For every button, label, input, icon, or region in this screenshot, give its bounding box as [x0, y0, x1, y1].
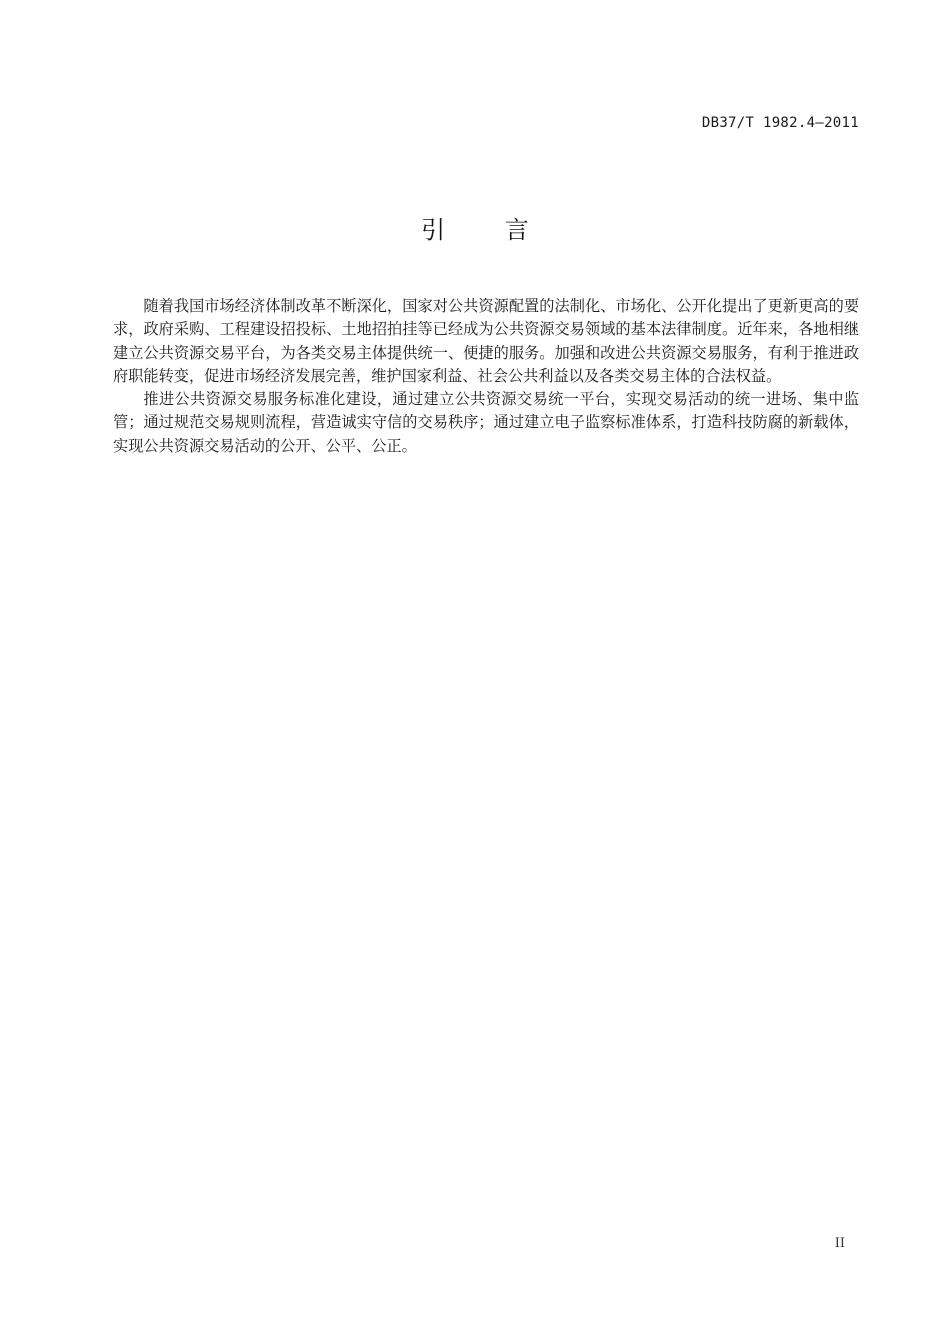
page-number: II — [834, 1236, 845, 1251]
paragraph-2: 推进公共资源交易服务标准化建设，通过建立公共资源交易统一平台，实现交易活动的统一进场、集中监管；通过规范交易规则流程，营造诚实守信的交易秩序；通过建立电子监察标准体系，打造科技防腐的新载体，实现公共资源交易活动的公开、公平、公正。 — [113, 390, 859, 455]
introduction-body — [113, 295, 859, 458]
paragraph-1: 随着我国市场经济体制改革不断深化，国家对公共资源配置的法制化、市场化、公开化提出了更新更高的要求，政府采购、工程建设招投标、土地招拍挂等已经成为公共资源交易领域的基本法律制度。近年来，各地相继建立公共资源交易平台，为各类交易主体提供统一、便捷的服务。加强和改进公共资源交易服务，有利于推进政府职能转变，促进市场经济发展完善，维护国家利益、社会公共利益以及各类交易主体的合法权益。 — [113, 297, 859, 385]
standard-code: DB37/T 1982.4—2011 — [701, 115, 859, 131]
page-title: 引 言 — [421, 216, 555, 244]
